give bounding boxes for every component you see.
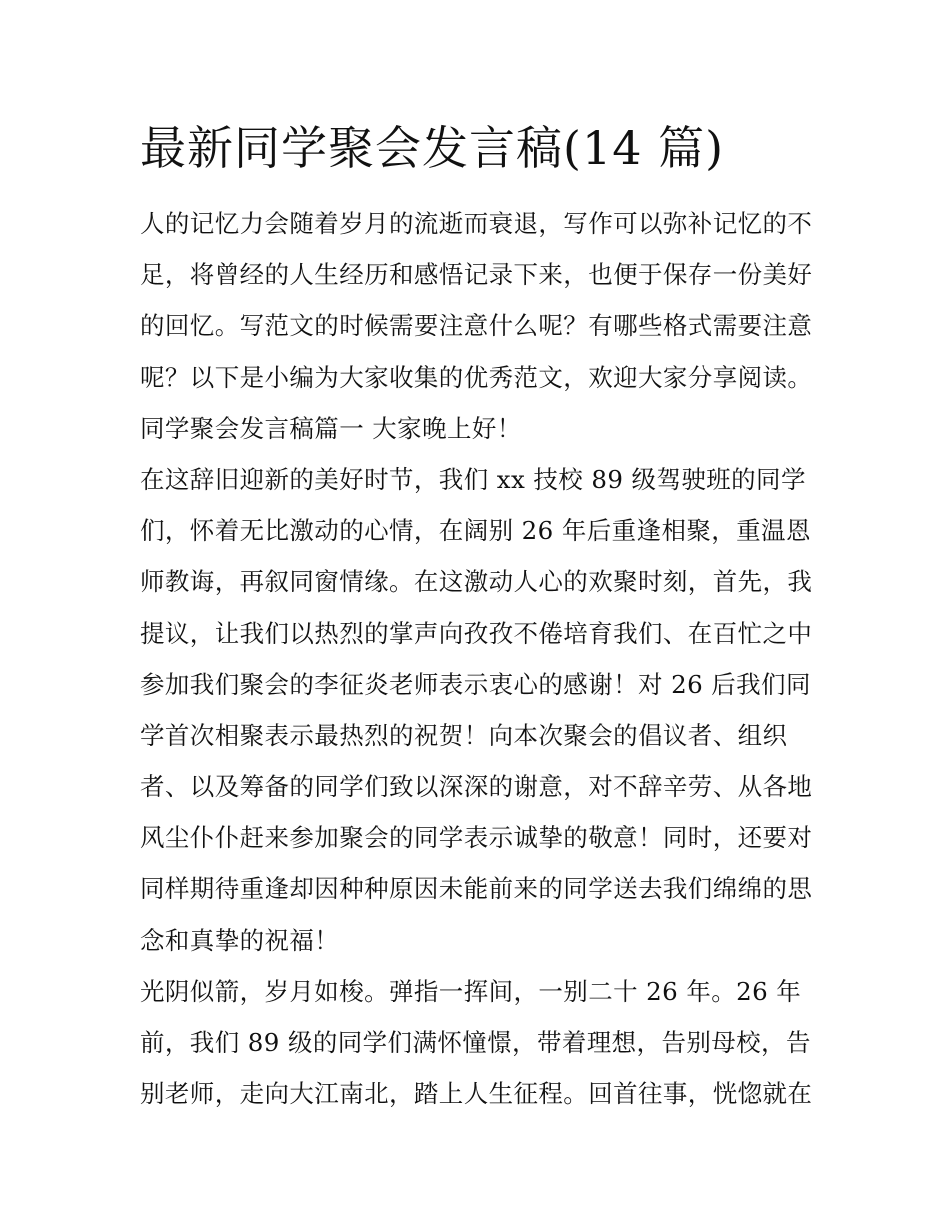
text-line: 风尘仆仆赶来参加聚会的同学表示诚挚的敬意！同时，还要对 [140, 823, 813, 853]
text-line: 念和真挚的祝福！ [140, 925, 340, 955]
text-line: 人的记忆力会随着岁月的流逝而衰退，写作可以弥补记忆的不 [140, 209, 813, 238]
text-line: 光阴似箭，岁月如梭。弹指一挥间，一别二十 26 年。26 年 [140, 976, 802, 1006]
text-line: 呢？以下是小编为大家收集的优秀范文，欢迎大家分享阅读。 [140, 362, 813, 392]
text-line: 同样期待重逢却因种种原因未能前来的同学送去我们绵绵的思 [140, 874, 813, 904]
text-line: 参加我们聚会的李征炎老师表示衷心的感谢！对 26 后我们同 [140, 669, 811, 699]
section-heading-line: 同学聚会发言稿篇一 大家晚上好！ [140, 413, 522, 443]
text-line: 们，怀着无比激动的心情，在阔别 26 年后重逢相聚，重温恩 [140, 516, 811, 546]
text-line: 的回忆。写范文的时候需要注意什么呢？有哪些格式需要注意 [140, 311, 813, 341]
text-line: 前，我们 89 级的同学们满怀憧憬，带着理想，告别母校，告 [140, 1028, 811, 1057]
text-line: 足，将曾经的人生经历和感悟记录下来，也便于保存一份美好 [140, 260, 813, 290]
document-title: 最新同学聚会发言稿(14 篇) [140, 121, 725, 175]
text-line: 者、以及筹备的同学们致以深深的谢意，对不辞辛劳、从各地 [140, 772, 813, 802]
text-line: 提议，让我们以热烈的掌声向孜孜不倦培育我们、在百忙之中 [140, 618, 813, 648]
text-line: 别老师，走向大江南北，踏上人生征程。回首往事，恍惚就在 [140, 1079, 813, 1109]
document-body [140, 198, 840, 1119]
text-line: 在这辞旧迎新的美好时节，我们 xx 技校 89 级驾驶班的同学 [140, 464, 806, 494]
text-line: 师教诲，再叙同窗情缘。在这激动人心的欢聚时刻，首先，我 [140, 567, 813, 597]
text-line: 学首次相聚表示最热烈的祝贺！向本次聚会的倡议者、组织 [140, 720, 788, 750]
